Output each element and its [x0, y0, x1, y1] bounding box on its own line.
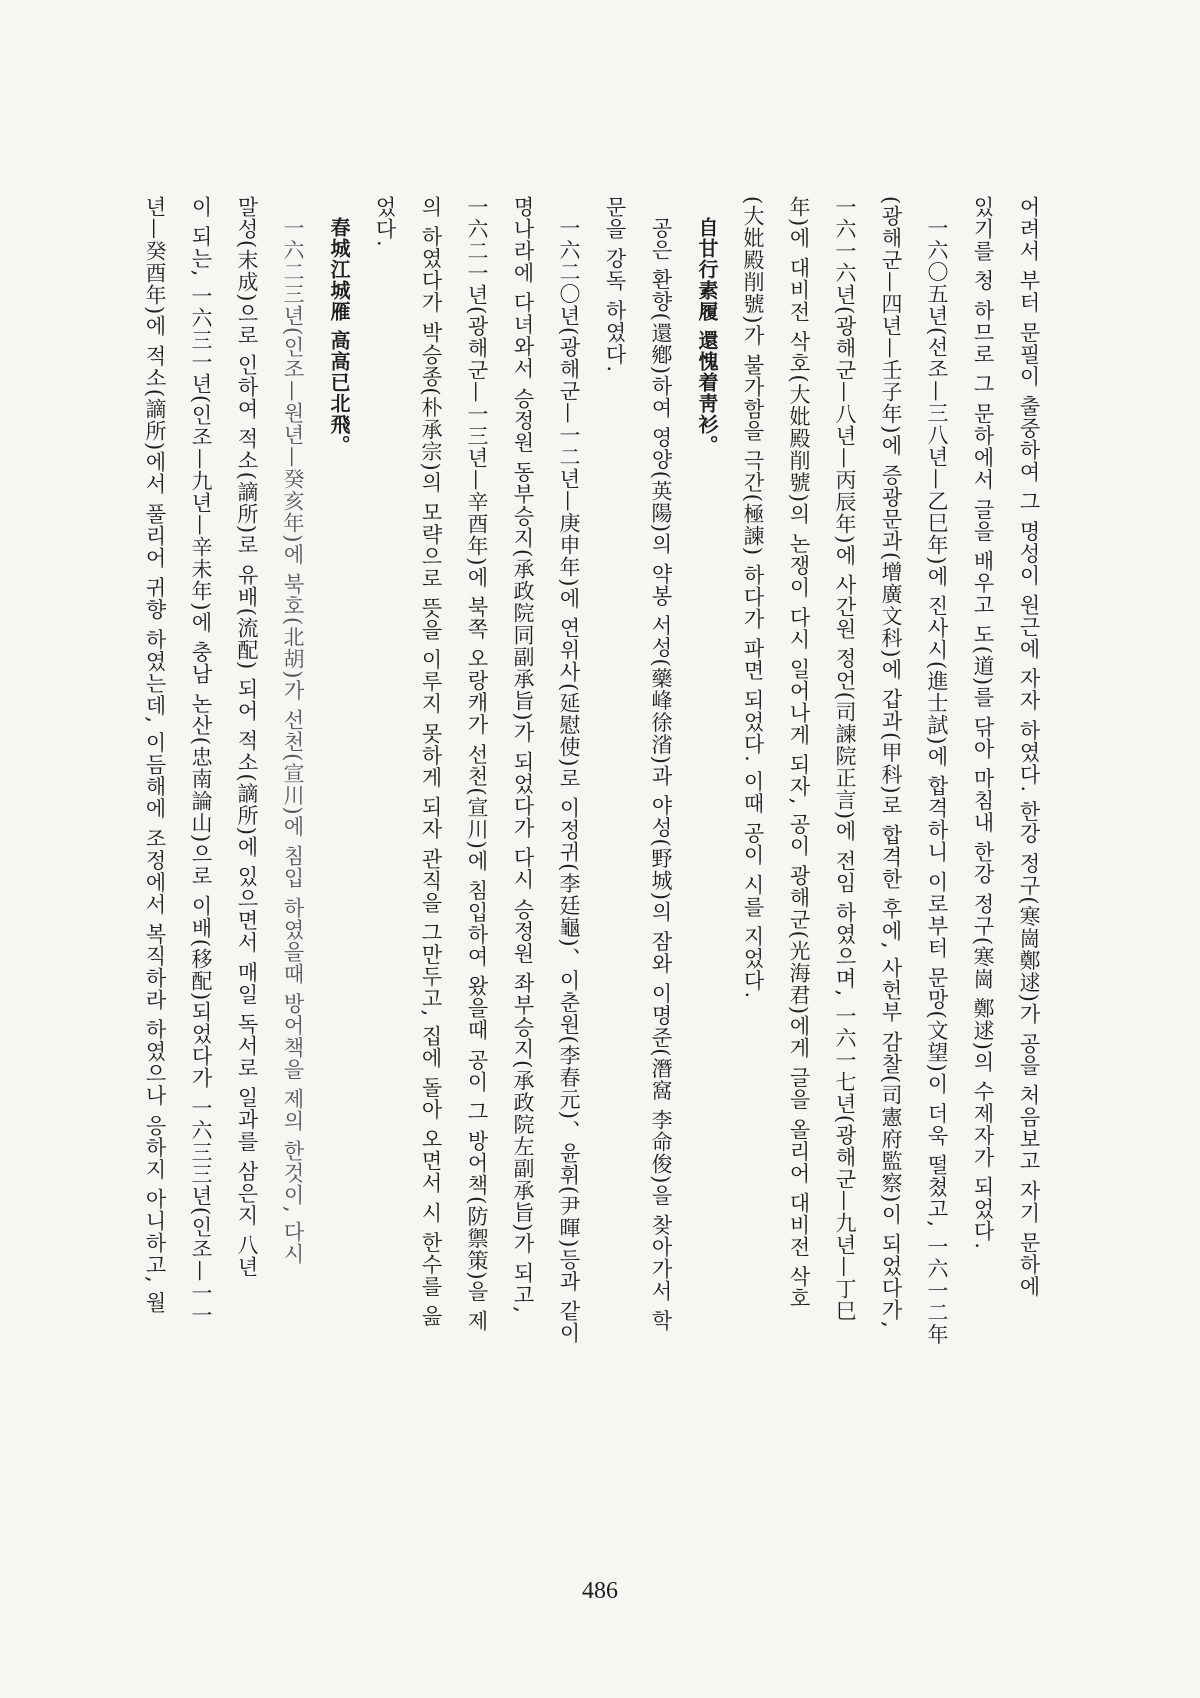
- page-number: 486: [582, 1578, 618, 1604]
- text-column: 의 하였다가 박승종(朴承宗)의 모략으로 뜻을 이루지 못하게 되자 관직을 그만두고, 집에 돌아 오면서 시 한수를 읊: [419, 196, 443, 1328]
- text-column: 어려서 부터 문필이 출중하여 그 명성이 원근에 자자 하였다. 한강 정구(寒崗鄭逑)가 공을 처음보고 자기 문하에: [1017, 196, 1041, 1298]
- vertical-text-block: [0, 196, 1200, 1526]
- text-column: 一六一六년(광해군—八년—丙辰年)에 사간원 정언(司諫院正言)에 전임 하였으며, 一六一七년(광해군—九년—丁巳: [833, 196, 857, 1323]
- poem-line: 自甘行素履 還愧着靑衫。: [695, 217, 719, 456]
- text-column: 一六二一년(광해군—一三년—辛酉年)에 북쪽 오랑캐가 선천(宣川)에 침입하여 왔을때 공이 그 방어책(防禦策)을 제: [465, 196, 489, 1333]
- text-column: 년—癸酉年)에 적소(謫所)에서 풀리어 귀향 하였는데, 이듬해에 조정에서 복직하라 하였으나 응하지 아니하고, 월: [143, 196, 167, 1314]
- text-column: 一六〇五년(선조—三八년—乙巳年)에 진사시(進士試)에 합격하니 이로부터 문망(文望)이 더욱 떨쳤고, 一六一二年: [925, 217, 949, 1346]
- text-column: 이 되는, 一六三一년(인조—九년—辛未年)에 충남 논산(忠南論山)으로 이배(移配)되었다가 一六三三년(인조—一一: [189, 196, 213, 1327]
- text-column: 一六二三년(인조—원년—癸亥年)에 북호(北胡)가 선천(宣川)에 침입 하였을때 방어책을 제의 한것이, 다시: [281, 217, 305, 1266]
- text-column: 一六二〇년(광해군—一二년—庚申年)에 연위사(延慰使)로 이정귀(李廷龜)、이춘원(李春元)、윤휘(尹暉)등과 같이: [557, 217, 581, 1344]
- text-column: 공은 환향(還鄕)하여 영양(英陽)의 약봉 서성(藥峰徐渻)과 야성(野城)의 잠와 이명준(潛窩 李命俊)을 찾아가서 학: [649, 217, 673, 1332]
- text-column: 문을 강독 하였다.: [603, 196, 627, 374]
- text-column: (광해군—四년—壬子年)에 증광문과(增廣文科)에 갑과(甲科)로 합격한 후에, 사헌부 감찰(司憲府監察)이 되었다가,: [879, 196, 903, 1329]
- text-column: (大妣殿削號)가 불가함을 극간(極諫) 하다가 파면 되었다. 이때 공이 시를 지었다.: [741, 196, 765, 1000]
- text-column: 말성(末成)으로 인하여 적소(謫所)로 유배(流配) 되어 적소(謫所)에 있으면서 매일 독서로 일과를 삼은지 八년: [235, 196, 259, 1278]
- text-column: 었다.: [373, 196, 397, 248]
- text-column: 있기를 청 하므로 그 문하에서 글을 배우고 도(道)를 닦아 마침내 한강 정구(寒崗 鄭逑)의 수제자가 되었다.: [971, 196, 995, 1250]
- text-column: 명나라에 다녀와서 승정원 동부승지(承政院同副承旨)가 되었다가 다시 승정원 좌부승지(承政院左副承旨)가 되고,: [511, 196, 535, 1314]
- text-column: 年)에 대비전 삭호(大妣殿削號)의 논쟁이 다시 일어나게 되자, 공이 광해군(光海君)에게 글을 올리어 대비전 삭호: [787, 196, 811, 1310]
- poem-line: 春城江城雁 高高已北飛。: [327, 217, 351, 456]
